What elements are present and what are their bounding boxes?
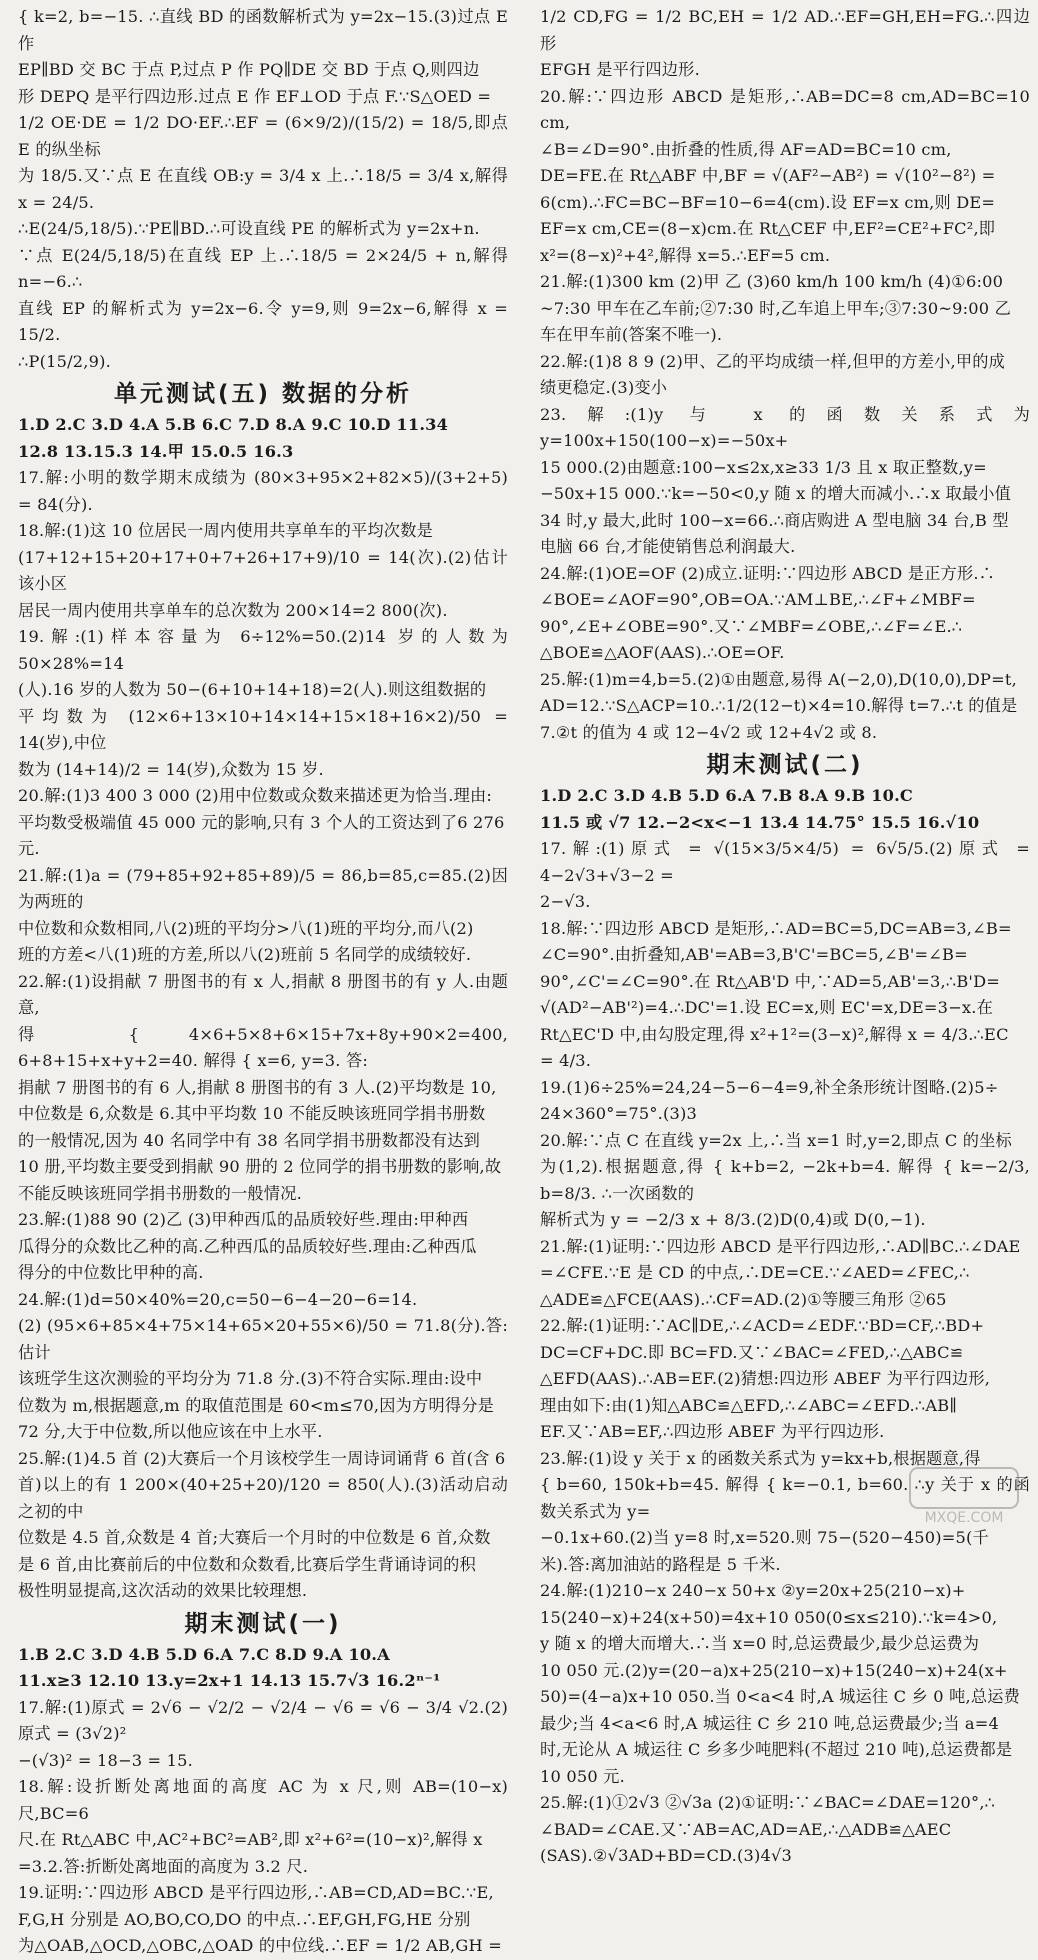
text-line: 15(240−x)+24(x+50)=4x+10 050(0≤x≤210).∵k=4>0, [540, 1607, 998, 1627]
text-line: =∠CFE.∵E 是 CD 的中点,∴DE=CE.∵∠AED=∠FEC,∴ [540, 1263, 970, 1282]
text-line: DC=CF+DC.即 BC=FD.又∵∠BAC=∠FED,∴△ABC≌ [540, 1342, 964, 1362]
text-line: 18.解:(1)这 10 位居民一周内使用共享单车的平均次数是 [18, 521, 433, 540]
text-line: 10 册,平均数主要受到捐献 90 册的 2 位同学的捐书册数的影响,故 [18, 1157, 502, 1176]
text-line: 6(cm).∴FC=BC−BF=10−6=4(cm).设 EF=x cm,则 DE= [540, 192, 996, 212]
text-line: ∠B=∠D=90°.由折叠的性质,得 AF=AD=BC=10 cm, [540, 139, 952, 159]
text-line: 是 6 首,由比赛前后的中位数和众数看,比赛后学生背诵诗词的积 [18, 1554, 476, 1574]
text-line: { b=60, 150k+b=45. 解得 { k=−0.1, b=60. ∴y 关于 x 的函数关系式为 y= [540, 1475, 1030, 1521]
section-heading-unit-test-5: 单元测试(五) 数据的分析 [113, 381, 413, 407]
answer-key-line: 11.x≥3 12.10 13.y=2x+1 14.13 15.7√3 16.2ⁿ⁻¹ [18, 1671, 441, 1690]
text-line: 23.解:(1)y 与 x 的函数关系式为 y=100x+150(100−x)=−50x+ [540, 404, 1030, 450]
text-line: 72 分,大于中位数,所以他应该在中上水平. [18, 1422, 323, 1441]
text-line: 25.解:(1)①2√3 ②√3a (2)①证明:∵∠BAC=∠DAE=120°,∴ [540, 1793, 996, 1812]
text-line: (17+12+15+20+17+0+7+26+17+9)/10 = 14(次).(2)估计该小区 [18, 547, 508, 593]
text-line: 位数是 4.5 首,众数是 4 首;大赛后一个月时的中位数是 6 首,众数 [18, 1528, 491, 1547]
text-line: 位数为 m,根据题意,m 的取值范围是 60<m≤70,因为方明得分是 [18, 1395, 494, 1415]
text-line: 19.解:(1)样本容量为 6÷12%=50.(2)14 岁的人数为 50×28%=14 [18, 627, 508, 673]
text-line: 24.解:(1)d=50×40%=20,c=50−6−4−20−6=14. [18, 1289, 418, 1309]
text-line: 19.(1)6÷25%=24,24−5−6−4=9,补全条形统计图略.(2)5÷ [540, 1077, 999, 1097]
text-line: 车在甲车前(答案不唯一). [540, 325, 723, 344]
left-block-2 [18, 412, 508, 1605]
text-line: 中位数是 6,众数是 6.其中平均数 10 不能反映该班同学捐书册数 [18, 1104, 486, 1123]
text-line: 时,无论从 A 城运往 C 乡多少吨肥料(不超过 210 吨),总运费都是 [540, 1740, 1013, 1759]
text-line: 绩更稳定.(3)变小 [540, 378, 668, 397]
text-line: 17.解:(1)原式 = 2√6 − √2/2 − √2/4 − √6 = √6 − 3/4 √2.(2)原式 = (3√2)² [18, 1697, 508, 1743]
watermark-logo [908, 1464, 1020, 1528]
text-line: 24×360°=75°.(3)3 [540, 1104, 697, 1123]
text-line: 7.②t 的值为 4 或 12−4√2 或 12+4√2 或 8. [540, 722, 878, 742]
right-block-2 [540, 783, 1030, 1870]
text-line: −50x+15 000.∵k=−50<0,y 随 x 的增大而减小.∴x 取最小值 [540, 484, 1012, 503]
text-line: 19.证明:∵四边形 ABCD 是平行四边形,∴AB=CD,AD=BC.∵E, [18, 1883, 494, 1902]
text-line: EFGH 是平行四边形. [540, 60, 700, 79]
right-column [540, 4, 1030, 1870]
text-line: DE=FE.在 Rt△ABF 中,BF = √(AF²−AB²) = √(10²−8²) = [540, 166, 996, 185]
text-line: 24.解:(1)210−x 240−x 50+x ②y=20x+25(210−x)+ [540, 1581, 966, 1600]
text-line: 得分的中位数比甲种的高. [18, 1263, 204, 1282]
text-line: 理由如下:由(1)知△ABC≌△EFD,∴∠ABC=∠EFD.∴AB∥ [540, 1395, 958, 1415]
text-line: △BOE≌△AOF(AAS).∴OE=OF. [540, 643, 785, 662]
answer-key-line: 1.B 2.C 3.D 4.B 5.D 6.A 7.C 8.D 9.A 10.A [18, 1644, 390, 1664]
text-line: 形 DEPQ 是平行四边形.过点 E 作 EF⊥OD 于点 F.∵S△OED = [18, 86, 492, 106]
text-line: 极性明显提高,这次活动的效果比较理想. [18, 1581, 308, 1600]
text-line: 居民一周内使用共享单车的总次数为 200×14=2 800(次). [18, 600, 448, 620]
text-line: 34 时,y 最大,此时 100−x=66.∴商店购进 A 型电脑 34 台,B 型 [540, 510, 1009, 530]
text-line: Rt△EC'D 中,由勾股定理,得 x²+1²=(3−x)²,解得 x = 4/3.∴EC [540, 1024, 1009, 1044]
text-line: EP∥BD 交 BC 于点 P,过点 P 作 PQ∥DE 交 BD 于点 Q,则四边 [18, 60, 480, 79]
text-line: EF.又∵AB=EF,∴四边形 ABEF 为平行四边形. [540, 1422, 885, 1441]
text-line: { k=2, b=−15. ∴直线 BD 的函数解析式为 y=2x−15.(3)过点 E 作 [18, 7, 508, 53]
text-line: (2) (95×6+85×4+75×14+65×20+55×6)/50 = 71.8(分).答:估计 [18, 1316, 508, 1362]
text-line: 18.解:设折断处离地面的高度 AC 为 x 尺,则 AB=(10−x)尺,BC=6 [18, 1777, 508, 1823]
left-block-1 [18, 4, 508, 375]
text-line: 90°,∠E+∠OBE=90°.又∵∠MBF=∠OBE,∴∠F=∠E.∴ [540, 616, 963, 636]
text-line: 为△OAB,△OCD,△OBC,△OAD 的中位线.∴EF = 1/2 AB,GH = [18, 1936, 502, 1955]
text-line: 21.解:(1)a = (79+85+92+85+89)/5 = 86,b=85,c=85.(2)因为两班的 [18, 865, 508, 911]
text-line: 17.解:小明的数学期末成绩为 (80×3+95×2+82×5)/(3+2+5) = 84(分). [18, 468, 508, 514]
text-line: 的一般情况,因为 40 名同学中有 38 名同学捐书册数都没有达到 [18, 1130, 481, 1150]
text-line: 2−√3. [540, 892, 591, 911]
text-line: 23.解:(1)设 y 关于 x 的函数关系式为 y=kx+b,根据题意,得 [540, 1448, 981, 1468]
answer-key-line: 11.5 或 √7 12.−2<x<−1 13.4 14.75° 15.5 16.√10 [540, 812, 980, 832]
text-line: △ADE≌△FCE(AAS).∴CF=AD.(2)①等腰三角形 ②65 [540, 1289, 947, 1309]
text-line: 平均数受极端值 45 000 元的影响,只有 3 个人的工资达到了6 276 [18, 812, 505, 832]
text-line: 50)=(4−a)x+10 050.当 0<a<4 时,A 城运往 C 乡 0 吨,总运费 [540, 1687, 1021, 1706]
answer-key-line: 1.D 2.C 3.D 4.A 5.B 6.C 7.D 8.A 9.C 10.D 11.34 [18, 415, 449, 434]
text-line: ∠BAD=∠CAE.又∵AB=AC,AD=AE,∴△ADB≌△AEC [540, 1819, 952, 1839]
text-line: 捐献 7 册图书的有 6 人,捐献 8 册图书的有 3 人.(2)平均数是 10, [18, 1077, 497, 1097]
section-heading-final-test-1: 期末测试(一) [184, 1610, 342, 1637]
text-line: y 随 x 的增大而增大.∴当 x=0 时,总运费最少,最少总运费为 [540, 1634, 980, 1653]
text-line: 17.解:(1)原式 = √(15×3/5×4/5) = 6√5/5.(2)原式 = 4−2√3+√3−2 = [540, 839, 1030, 885]
text-line: 24.解:(1)OE=OF (2)成立.证明:∵四边形 ABCD 是正方形.∴ [540, 563, 996, 583]
answer-key-line: 12.8 13.15.3 14.甲 15.0.5 16.3 [18, 441, 294, 461]
text-line: x²=(8−x)²+4²,解得 x=5.∴EF=5 cm. [540, 245, 831, 265]
text-line: 25.解:(1)m=4,b=5.(2)①由题意,易得 A(−2,0),D(10,0),DP=t, [540, 669, 1017, 689]
text-line: ∵点 E(24/5,18/5)在直线 EP 上.∴18/5 = 2×24/5 + n,解得 n=−6.∴ [18, 245, 508, 291]
watermark-text: MXQE.COM [924, 1510, 1004, 1526]
text-line: ∴P(15/2,9). [18, 351, 111, 371]
text-line: 得 { 4×6+5×8+6×15+7x+8y+90×2=400, 6+8+15+x+y+2=40. 解得 { x=6, y=3. 答: [18, 1024, 508, 1070]
text-line: 15 000.(2)由题意:100−x≤2x,x≥33 1/3 且 x 取正整数,y= [540, 457, 987, 477]
text-line: ∴E(24/5,18/5).∵PE∥BD.∴可设直线 PE 的解析式为 y=2x+n. [18, 219, 480, 238]
text-line: 该班学生这次测验的平均分为 71.8 分.(3)不符合实际.理由:设中 [18, 1369, 483, 1388]
text-line: 20.解:∵点 C 在直线 y=2x 上,∴当 x=1 时,y=2,即点 C 的坐标 [540, 1130, 1012, 1150]
text-line: ∠C=90°.由折叠知,AB'=AB=3,B'C'=BC=5,∠B'=∠B= [540, 945, 968, 964]
left-block-3 [18, 1642, 508, 1960]
text-line: ∠BOE=∠AOF=90°,OB=OA.∵AM⊥BE,∴∠F+∠MBF= [540, 590, 976, 609]
text-line: 数为 (14+14)/2 = 14(岁),众数为 15 岁. [18, 759, 324, 779]
text-line: −(√3)² = 18−3 = 15. [18, 1750, 194, 1770]
text-line: =3.2.答:折断处离地面的高度为 3.2 尺. [18, 1856, 309, 1876]
text-line: 最少;当 4<a<6 时,A 城运往 C 乡 210 吨,总运费最少;当 a=4 [540, 1713, 1000, 1733]
text-line: 10 050 元.(2)y=(20−a)x+25(210−x)+15(240−x)+24(x+ [540, 1660, 1008, 1680]
text-line: 不能反映该班同学捐书册数的一般情况. [18, 1183, 302, 1203]
text-line: ~7:30 甲车在乙车前;②7:30 时,乙车追上甲车;③7:30~9:00 乙 [540, 298, 1012, 318]
text-line: 电脑 66 台,才能使销售总利润最大. [540, 537, 796, 556]
text-line: 米).答:离加油站的路程是 5 千米. [540, 1554, 781, 1574]
text-line: 25.解:(1)4.5 首 (2)大赛后一个月该校学生一周诗词诵背 6 首(含 6 [18, 1448, 506, 1468]
text-line: 1/2 CD,FG = 1/2 BC,EH = 1/2 AD.∴EF=GH,EH=FG.∴四边形 [540, 7, 1030, 53]
text-line: AD=12.∵S△ACP=10.∴1/2(12−t)×4=10.解得 t=7.∴t 的值是 [540, 696, 1018, 715]
text-line: 为 18/5.又∵点 E 在直线 OB:y = 3/4 x 上.∴18/5 = 3/4 x,解得 x = 24/5. [18, 166, 508, 212]
text-line: −0.1x+60.(2)当 y=8 时,x=520.则 75−(520−450)=5(千 [540, 1528, 989, 1547]
text-line: (人).16 岁的人数为 50−(6+10+14+18)=2(人).则这组数据的 [18, 680, 487, 699]
text-line: 解析式为 y = −2/3 x + 8/3.(2)D(0,4)或 D(0,−1). [540, 1210, 926, 1229]
text-line: 为(1,2).根据题意,得 { k+b=2, −2k+b=4. 解得 { k=−2/3, b=8/3. ∴一次函数的 [540, 1157, 1030, 1203]
text-line: 首)以上的有 1 200×(40+25+20)/120 = 850(人).(3)活动启动之初的中 [18, 1475, 508, 1521]
text-line: 23.解:(1)88 90 (2)乙 (3)甲种西瓜的品质较好些.理由:甲种西 [18, 1210, 469, 1229]
text-line: 10 050 元. [540, 1766, 625, 1786]
text-line: EF=x cm,CE=(8−x)cm.在 Rt△CEF 中,EF²=CE²+FC²,即 [540, 219, 996, 238]
text-line: 90°,∠C'=∠C=90°.在 Rt△AB'D 中,∵AD=5,AB'=3,∴B'D= [540, 971, 1001, 991]
text-line: F,G,H 分别是 AO,BO,CO,DO 的中点.∴EF,GH,FG,HE 分别 [18, 1909, 471, 1929]
text-line: 18.解:∵四边形 ABCD 是矩形,∴AD=BC=5,DC=AB=3,∠B= [540, 918, 1012, 938]
text-line: 21.解:(1)300 km (2)甲 乙 (3)60 km/h 100 km/h (4)①6:00 [540, 272, 1004, 291]
text-line: 21.解:(1)证明:∵四边形 ABCD 是平行四边形,∴AD∥BC.∴∠DAE [540, 1236, 1021, 1256]
text-line: 中位数和众数相同,八(2)班的平均分>八(1)班的平均分,而八(2) [18, 918, 474, 938]
text-line: 20.解:∵四边形 ABCD 是矩形,∴AB=DC=8 cm,AD=BC=10 cm, [540, 86, 1030, 132]
text-line: 平均数为 (12×6+13×10+14×14+15×18+16×2)/50 = 14(岁),中位 [18, 706, 508, 752]
watermark-graphic [908, 1464, 1020, 1528]
section-heading-final-test-2: 期末测试(二) [706, 752, 864, 778]
text-line: 瓜得分的众数比乙种的高.乙种西瓜的品质较好些.理由:乙种西瓜 [18, 1236, 477, 1256]
text-line: 20.解:(1)3 400 3 000 (2)用中位数或众数来描述更为恰当.理由: [18, 786, 493, 805]
text-line: 22.解:(1)设捐献 7 册图书的有 x 人,捐献 8 册图书的有 y 人.由题意, [18, 971, 508, 1017]
text-line: △EFD(AAS).∴AB=EF.(2)猜想:四边形 ABEF 为平行四边形, [540, 1369, 991, 1388]
text-line: 尺.在 Rt△ABC 中,AC²+BC²=AB²,即 x²+6²=(10−x)²,解得 x [18, 1830, 483, 1849]
text-line: 直线 EP 的解析式为 y=2x−6.令 y=9,则 9=2x−6,解得 x = 15/2. [18, 298, 508, 344]
text-line: (SAS).②√3AD+BD=CD.(3)4√3 [540, 1846, 793, 1865]
text-line: = 4/3. [540, 1051, 592, 1070]
text-line: 班的方差<八(1)班的方差,所以八(2)班前 5 名同学的成绩较好. [18, 945, 472, 964]
right-block-1 [540, 4, 1030, 746]
left-column [18, 4, 508, 1960]
text-line: 1/2 OE·DE = 1/2 DO·EF.∴EF = (6×9/2)/(15/2) = 18/5,即点 E 的纵坐标 [18, 113, 508, 159]
text-line: 22.解:(1)证明:∵AC∥DE,∴∠ACD=∠EDF.∵BD=CF,∴BD+ [540, 1316, 985, 1335]
text-line: 22.解:(1)8 8 9 (2)甲、乙的平均成绩一样,但甲的方差小,甲的成 [540, 351, 1006, 371]
text-line: 元. [18, 839, 40, 858]
text-line: √(AD²−AB'²)=4.∴DC'=1.设 EC=x,则 EC'=x,DE=3−x.在 [540, 998, 993, 1017]
answer-key-line: 1.D 2.C 3.D 4.B 5.D 6.A 7.B 8.A 9.B 10.C [540, 786, 914, 805]
